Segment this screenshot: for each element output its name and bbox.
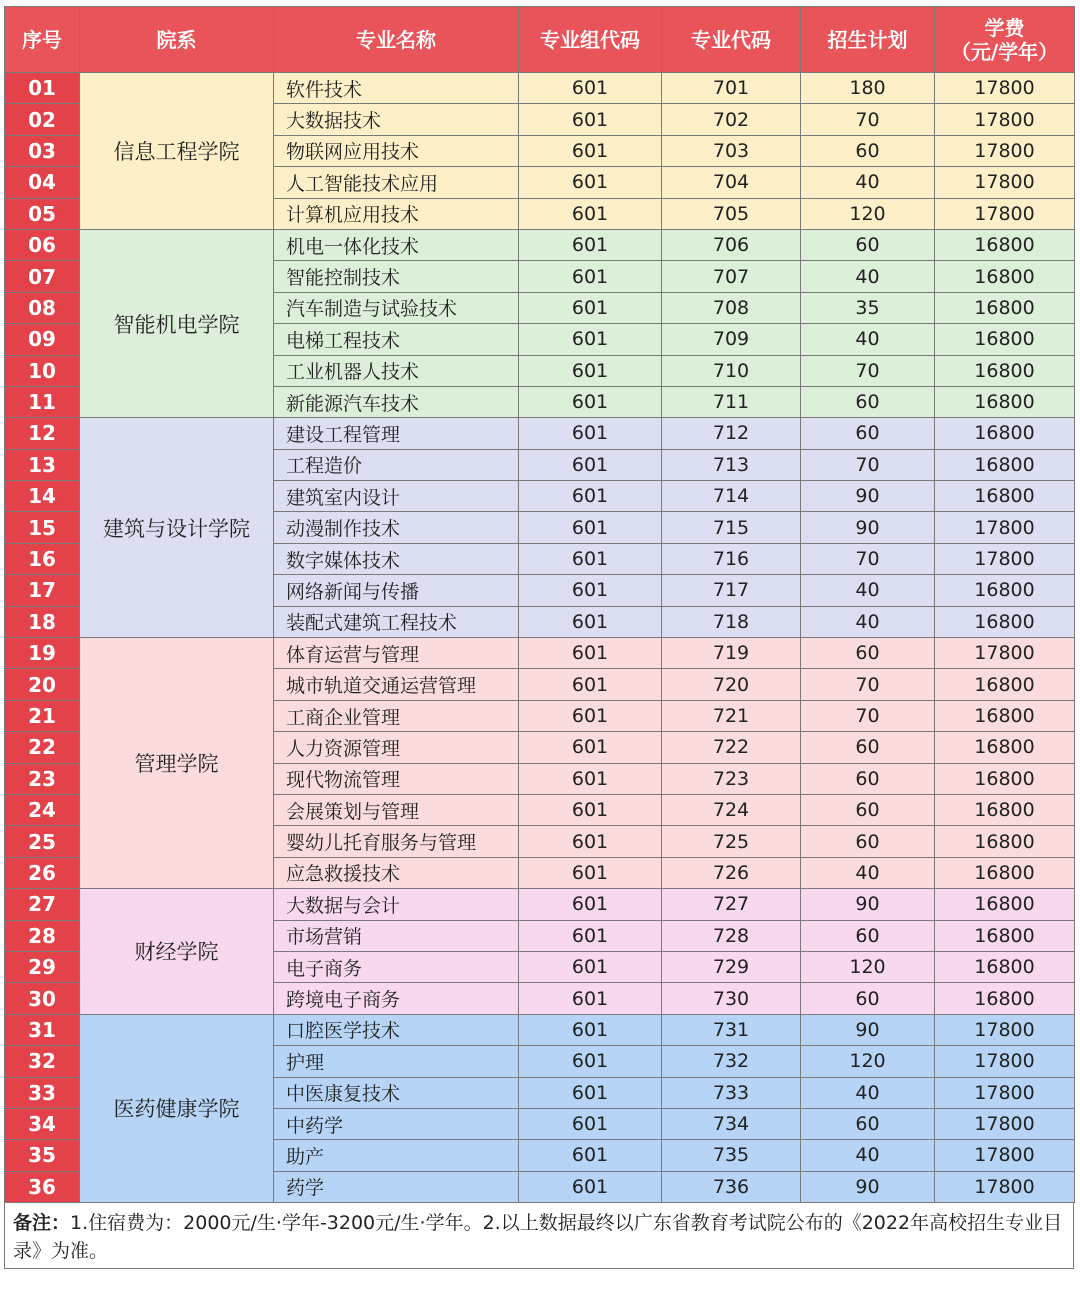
row-index: 16: [5, 543, 80, 574]
row-index: 14: [5, 481, 80, 512]
major-code-cell: 724: [662, 794, 801, 825]
major-name-cell: 数字媒体技术: [274, 543, 519, 574]
major-code-cell: 723: [662, 763, 801, 794]
plan-cell: 60: [801, 418, 935, 449]
plan-cell: 70: [801, 700, 935, 731]
major-name-cell: 中医康复技术: [274, 1077, 519, 1108]
fee-cell: 17800: [935, 1171, 1075, 1202]
major-code-cell: 726: [662, 857, 801, 888]
major-code-cell: 730: [662, 983, 801, 1014]
major-name-cell: 人力资源管理: [274, 732, 519, 763]
fee-cell: 17800: [935, 198, 1075, 229]
row-index: 15: [5, 512, 80, 543]
fee-cell: 16800: [935, 920, 1075, 951]
fee-cell: 16800: [935, 606, 1075, 637]
major-name-cell: 动漫制作技术: [274, 512, 519, 543]
major-name-cell: 体育运营与管理: [274, 638, 519, 669]
group-code-cell: 601: [519, 763, 662, 794]
row-index: 04: [5, 167, 80, 198]
row-index: 11: [5, 386, 80, 417]
group-code-cell: 601: [519, 794, 662, 825]
plan-cell: 60: [801, 920, 935, 951]
fee-cell: 16800: [935, 481, 1075, 512]
header-fee-line1: 学费: [984, 15, 1025, 40]
group-code-cell: 601: [519, 1108, 662, 1139]
group-code-cell: 601: [519, 889, 662, 920]
plan-cell: 40: [801, 857, 935, 888]
row-index: 22: [5, 732, 80, 763]
fee-cell: 17800: [935, 73, 1075, 104]
major-name-cell: 物联网应用技术: [274, 135, 519, 166]
plan-cell: 70: [801, 669, 935, 700]
major-name-cell: 汽车制造与试验技术: [274, 292, 519, 323]
row-index: 19: [5, 638, 80, 669]
fee-cell: 17800: [935, 135, 1075, 166]
plan-cell: 70: [801, 543, 935, 574]
plan-cell: 90: [801, 512, 935, 543]
major-name-cell: 建设工程管理: [274, 418, 519, 449]
row-index: 23: [5, 763, 80, 794]
major-code-cell: 721: [662, 700, 801, 731]
plan-cell: 60: [801, 229, 935, 260]
row-index: 18: [5, 606, 80, 637]
major-code-cell: 710: [662, 355, 801, 386]
major-name-cell: 护理: [274, 1046, 519, 1077]
row-index: 21: [5, 700, 80, 731]
group-code-cell: 601: [519, 543, 662, 574]
major-code-cell: 718: [662, 606, 801, 637]
major-code-cell: 706: [662, 229, 801, 260]
fee-cell: 16800: [935, 292, 1075, 323]
fee-cell: 16800: [935, 732, 1075, 763]
major-code-cell: 728: [662, 920, 801, 951]
major-name-cell: 会展策划与管理: [274, 794, 519, 825]
plan-cell: 60: [801, 763, 935, 794]
row-index: 26: [5, 857, 80, 888]
department-cell: 医药健康学院: [80, 1014, 274, 1202]
group-code-cell: 601: [519, 229, 662, 260]
fee-cell: 16800: [935, 857, 1075, 888]
footnote-text: 1.住宿费为：2000元/生·学年-3200元/生·学年。2.以上数据最终以广东省教育考试院公布的《2022年高校招生专业目录》为准。: [13, 1212, 1063, 1263]
row-index: 08: [5, 292, 80, 323]
major-code-cell: 707: [662, 261, 801, 292]
group-code-cell: 601: [519, 983, 662, 1014]
plan-cell: 70: [801, 355, 935, 386]
table-body: [5, 73, 1075, 1203]
group-code-cell: 601: [519, 135, 662, 166]
row-index: 07: [5, 261, 80, 292]
major-name-cell: 现代物流管理: [274, 763, 519, 794]
major-code-cell: 732: [662, 1046, 801, 1077]
row-index: 12: [5, 418, 80, 449]
group-code-cell: 601: [519, 1046, 662, 1077]
group-code-cell: 601: [519, 826, 662, 857]
group-code-cell: 601: [519, 1014, 662, 1045]
major-name-cell: 城市轨道交通运营管理: [274, 669, 519, 700]
enrollment-plan-document: [4, 6, 1074, 1286]
plan-cell: 120: [801, 198, 935, 229]
plan-cell: 90: [801, 1171, 935, 1202]
plan-cell: 120: [801, 1046, 935, 1077]
table-row: [5, 889, 1075, 920]
major-code-cell: 735: [662, 1140, 801, 1171]
plan-cell: 70: [801, 449, 935, 480]
plan-cell: 40: [801, 324, 935, 355]
group-code-cell: 601: [519, 732, 662, 763]
plan-cell: 40: [801, 1077, 935, 1108]
major-code-cell: 733: [662, 1077, 801, 1108]
department-cell: 信息工程学院: [80, 73, 274, 230]
major-code-cell: 716: [662, 543, 801, 574]
group-code-cell: 601: [519, 857, 662, 888]
group-code-cell: 601: [519, 386, 662, 417]
plan-cell: 40: [801, 606, 935, 637]
group-code-cell: 601: [519, 920, 662, 951]
fee-cell: 16800: [935, 229, 1075, 260]
fee-cell: 16800: [935, 889, 1075, 920]
group-code-cell: 601: [519, 1077, 662, 1108]
major-code-cell: 714: [662, 481, 801, 512]
table-header: [5, 7, 1075, 73]
fee-cell: 16800: [935, 386, 1075, 417]
group-code-cell: 601: [519, 355, 662, 386]
row-index: 20: [5, 669, 80, 700]
row-index: 32: [5, 1046, 80, 1077]
fee-cell: 16800: [935, 983, 1075, 1014]
major-name-cell: 跨境电子商务: [274, 983, 519, 1014]
fee-cell: 17800: [935, 1140, 1075, 1171]
plan-cell: 180: [801, 73, 935, 104]
header-row: [5, 7, 1075, 73]
major-code-cell: 731: [662, 1014, 801, 1045]
plan-cell: 70: [801, 104, 935, 135]
row-index: 36: [5, 1171, 80, 1202]
row-index: 33: [5, 1077, 80, 1108]
row-index: 05: [5, 198, 80, 229]
major-code-cell: 713: [662, 449, 801, 480]
major-code-cell: 708: [662, 292, 801, 323]
row-index: 28: [5, 920, 80, 951]
header-fee-line2: （元/学年）: [950, 39, 1059, 64]
major-name-cell: 药学: [274, 1171, 519, 1202]
fee-cell: 16800: [935, 575, 1075, 606]
major-code-cell: 719: [662, 638, 801, 669]
group-code-cell: 601: [519, 669, 662, 700]
fee-cell: 16800: [935, 794, 1075, 825]
major-code-cell: 734: [662, 1108, 801, 1139]
fee-cell: 16800: [935, 355, 1075, 386]
major-name-cell: 智能控制技术: [274, 261, 519, 292]
header-fee: [935, 7, 1075, 73]
fee-cell: 17800: [935, 543, 1075, 574]
major-code-cell: 709: [662, 324, 801, 355]
group-code-cell: 601: [519, 418, 662, 449]
major-code-cell: 711: [662, 386, 801, 417]
header-index: 序号: [5, 7, 80, 73]
row-index: 27: [5, 889, 80, 920]
fee-cell: 17800: [935, 1077, 1075, 1108]
major-name-cell: 人工智能技术应用: [274, 167, 519, 198]
major-code-cell: 717: [662, 575, 801, 606]
major-name-cell: 建筑室内设计: [274, 481, 519, 512]
major-name-cell: 计算机应用技术: [274, 198, 519, 229]
plan-cell: 40: [801, 1140, 935, 1171]
major-name-cell: 新能源汽车技术: [274, 386, 519, 417]
table-row: [5, 1014, 1075, 1045]
group-code-cell: 601: [519, 198, 662, 229]
table-row: [5, 229, 1075, 260]
table-row: [5, 638, 1075, 669]
plan-cell: 60: [801, 794, 935, 825]
major-name-cell: 机电一体化技术: [274, 229, 519, 260]
major-code-cell: 701: [662, 73, 801, 104]
row-index: 34: [5, 1108, 80, 1139]
major-code-cell: 727: [662, 889, 801, 920]
plan-cell: 60: [801, 135, 935, 166]
plan-cell: 60: [801, 983, 935, 1014]
header-group-code: 专业组代码: [519, 7, 662, 73]
fee-cell: 16800: [935, 324, 1075, 355]
group-code-cell: 601: [519, 167, 662, 198]
group-code-cell: 601: [519, 324, 662, 355]
fee-cell: 17800: [935, 1014, 1075, 1045]
row-index: 02: [5, 104, 80, 135]
row-index: 03: [5, 135, 80, 166]
department-cell: 财经学院: [80, 889, 274, 1015]
group-code-cell: 601: [519, 449, 662, 480]
major-code-cell: 715: [662, 512, 801, 543]
fee-cell: 17800: [935, 1108, 1075, 1139]
footnote: [4, 1203, 1074, 1269]
plan-cell: 40: [801, 167, 935, 198]
major-name-cell: 大数据技术: [274, 104, 519, 135]
plan-cell: 90: [801, 889, 935, 920]
row-index: 09: [5, 324, 80, 355]
group-code-cell: 601: [519, 1140, 662, 1171]
department-cell: 智能机电学院: [80, 229, 274, 417]
group-code-cell: 601: [519, 606, 662, 637]
row-index: 17: [5, 575, 80, 606]
fee-cell: 16800: [935, 418, 1075, 449]
fee-cell: 16800: [935, 951, 1075, 982]
major-name-cell: 应急救援技术: [274, 857, 519, 888]
row-index: 35: [5, 1140, 80, 1171]
header-plan: 招生计划: [801, 7, 935, 73]
row-index: 30: [5, 983, 80, 1014]
major-name-cell: 软件技术: [274, 73, 519, 104]
fee-cell: 17800: [935, 1046, 1075, 1077]
fee-cell: 17800: [935, 512, 1075, 543]
plan-cell: 60: [801, 1108, 935, 1139]
plan-cell: 90: [801, 481, 935, 512]
row-index: 31: [5, 1014, 80, 1045]
plan-cell: 40: [801, 575, 935, 606]
fee-cell: 17800: [935, 104, 1075, 135]
header-major-name: 专业名称: [274, 7, 519, 73]
department-cell: 管理学院: [80, 638, 274, 889]
fee-cell: 16800: [935, 826, 1075, 857]
plan-cell: 60: [801, 732, 935, 763]
group-code-cell: 601: [519, 512, 662, 543]
footnote-label: 备注：: [13, 1212, 71, 1235]
row-index: 13: [5, 449, 80, 480]
fee-cell: 16800: [935, 669, 1075, 700]
header-major-code: 专业代码: [662, 7, 801, 73]
major-name-cell: 网络新闻与传播: [274, 575, 519, 606]
fee-cell: 17800: [935, 638, 1075, 669]
group-code-cell: 601: [519, 73, 662, 104]
plan-cell: 90: [801, 1014, 935, 1045]
major-code-cell: 702: [662, 104, 801, 135]
row-index: 06: [5, 229, 80, 260]
major-name-cell: 工商企业管理: [274, 700, 519, 731]
row-index: 29: [5, 951, 80, 982]
major-name-cell: 装配式建筑工程技术: [274, 606, 519, 637]
group-code-cell: 601: [519, 104, 662, 135]
group-code-cell: 601: [519, 951, 662, 982]
major-name-cell: 工业机器人技术: [274, 355, 519, 386]
table-row: [5, 418, 1075, 449]
group-code-cell: 601: [519, 575, 662, 606]
major-code-cell: 704: [662, 167, 801, 198]
plan-cell: 40: [801, 261, 935, 292]
row-index: 01: [5, 73, 80, 104]
department-cell: 建筑与设计学院: [80, 418, 274, 638]
fee-cell: 16800: [935, 261, 1075, 292]
major-code-cell: 705: [662, 198, 801, 229]
group-code-cell: 601: [519, 1171, 662, 1202]
major-name-cell: 电梯工程技术: [274, 324, 519, 355]
major-name-cell: 中药学: [274, 1108, 519, 1139]
major-name-cell: 工程造价: [274, 449, 519, 480]
plan-cell: 60: [801, 386, 935, 417]
table-row: [5, 73, 1075, 104]
major-code-cell: 703: [662, 135, 801, 166]
group-code-cell: 601: [519, 261, 662, 292]
plan-cell: 35: [801, 292, 935, 323]
major-name-cell: 大数据与会计: [274, 889, 519, 920]
major-name-cell: 电子商务: [274, 951, 519, 982]
plan-cell: 60: [801, 826, 935, 857]
row-index: 10: [5, 355, 80, 386]
major-name-cell: 口腔医学技术: [274, 1014, 519, 1045]
row-index: 24: [5, 794, 80, 825]
group-code-cell: 601: [519, 700, 662, 731]
major-code-cell: 712: [662, 418, 801, 449]
fee-cell: 16800: [935, 449, 1075, 480]
major-code-cell: 720: [662, 669, 801, 700]
major-name-cell: 婴幼儿托育服务与管理: [274, 826, 519, 857]
group-code-cell: 601: [519, 638, 662, 669]
group-code-cell: 601: [519, 292, 662, 323]
fee-cell: 17800: [935, 167, 1075, 198]
major-code-cell: 722: [662, 732, 801, 763]
major-code-cell: 736: [662, 1171, 801, 1202]
plan-cell: 120: [801, 951, 935, 982]
major-code-cell: 729: [662, 951, 801, 982]
row-index: 25: [5, 826, 80, 857]
major-name-cell: 助产: [274, 1140, 519, 1171]
header-department: 院系: [80, 7, 274, 73]
major-name-cell: 市场营销: [274, 920, 519, 951]
plan-cell: 60: [801, 638, 935, 669]
major-code-cell: 725: [662, 826, 801, 857]
enrollment-table: [4, 6, 1075, 1203]
group-code-cell: 601: [519, 481, 662, 512]
fee-cell: 16800: [935, 700, 1075, 731]
fee-cell: 16800: [935, 763, 1075, 794]
